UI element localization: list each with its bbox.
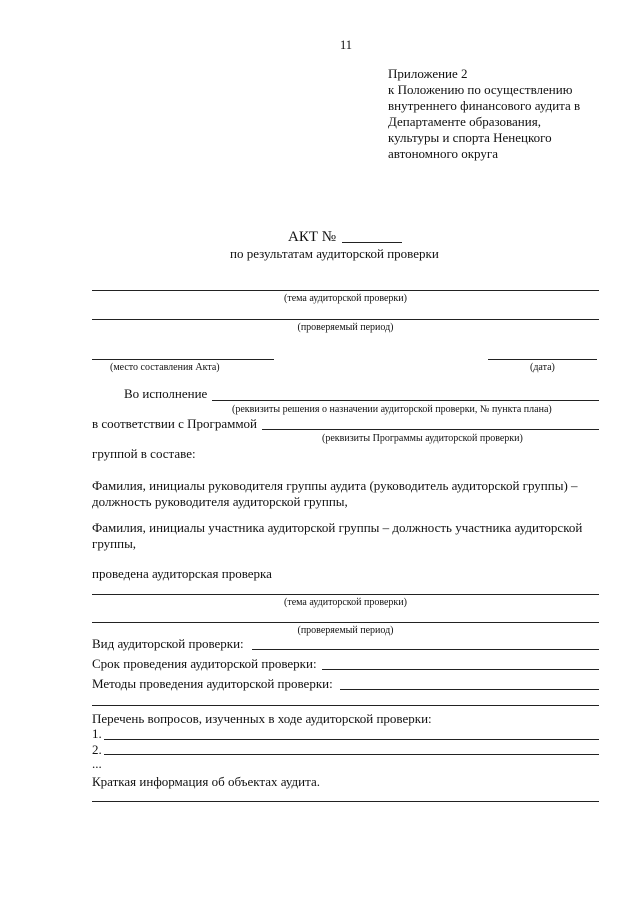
act-number-line: [342, 242, 402, 243]
topic-line-2: [92, 594, 599, 595]
period-caption-2: (проверяемый период): [297, 625, 394, 636]
question-item-1-number: 1.: [92, 726, 102, 741]
appendix-line-5: культуры и спорта Ненецкого: [388, 130, 552, 145]
in-pursuance-label: Во исполнение: [124, 386, 208, 401]
program-caption: (реквизиты Программы аудиторской проверки): [322, 433, 523, 444]
audit-term-line: [322, 669, 599, 670]
audit-methods-line: [340, 689, 599, 690]
decision-line: [212, 400, 599, 401]
question-item-2-number: 2.: [92, 742, 102, 757]
audit-term-label: Срок проведения аудиторской проверки:: [92, 656, 317, 671]
audit-methods-label: Методы проведения аудиторской проверки:: [92, 676, 333, 691]
topic-caption-1: (тема аудиторской проверки): [284, 293, 407, 304]
appendix-line-1: Приложение 2: [388, 66, 468, 81]
appendix-line-4: Департаменте образования,: [388, 114, 541, 129]
topic-line-1: [92, 290, 599, 291]
audit-type-line: [252, 649, 599, 650]
place-line: [92, 359, 274, 360]
place-caption: (место составления Акта): [110, 362, 220, 373]
appendix-line-3: внутреннего финансового аудита в: [388, 98, 581, 113]
objects-info-label: Краткая информация об объектах аудита.: [92, 774, 320, 789]
appendix-line-2: к Положению по осуществлению: [388, 82, 573, 97]
page-number: 11: [340, 38, 353, 52]
act-title: АКТ №: [288, 229, 337, 245]
audit-methods-line-2: [92, 705, 599, 706]
period-line-1: [92, 319, 599, 320]
program-line: [262, 429, 599, 430]
member-line-2: группы,: [92, 536, 137, 551]
questions-header: Перечень вопросов, изученных в ходе аудиторской проверки:: [92, 711, 432, 726]
period-line-2: [92, 622, 599, 623]
date-line: [488, 359, 597, 360]
leader-line-2: должность руководителя аудиторской группы,: [92, 494, 348, 509]
member-line-1: Фамилия, инициалы участника аудиторской группы – должность участника аудиторской: [92, 520, 583, 535]
question-item-1-line: [104, 739, 599, 740]
according-program-label: в соответствии с Программой: [92, 416, 258, 431]
decision-caption: (реквизиты решения о назначении аудиторской проверки, № пункта плана): [232, 404, 552, 415]
date-caption: (дата): [530, 362, 555, 373]
audit-type-label: Вид аудиторской проверки:: [92, 636, 244, 651]
group-composition-label: группой в составе:: [92, 446, 196, 461]
objects-info-line: [92, 801, 599, 802]
topic-caption-2: (тема аудиторской проверки): [284, 597, 407, 608]
period-caption-1: (проверяемый период): [297, 322, 394, 333]
question-item-2-line: [104, 754, 599, 755]
act-subtitle: по результатам аудиторской проверки: [230, 246, 439, 261]
question-ellipsis: ...: [92, 756, 102, 771]
conducted-label: проведена аудиторская проверка: [92, 566, 272, 581]
appendix-line-6: автономного округа: [388, 146, 498, 161]
leader-line-1: Фамилия, инициалы руководителя группы аудита (руководитель аудиторской группы) –: [92, 478, 578, 493]
